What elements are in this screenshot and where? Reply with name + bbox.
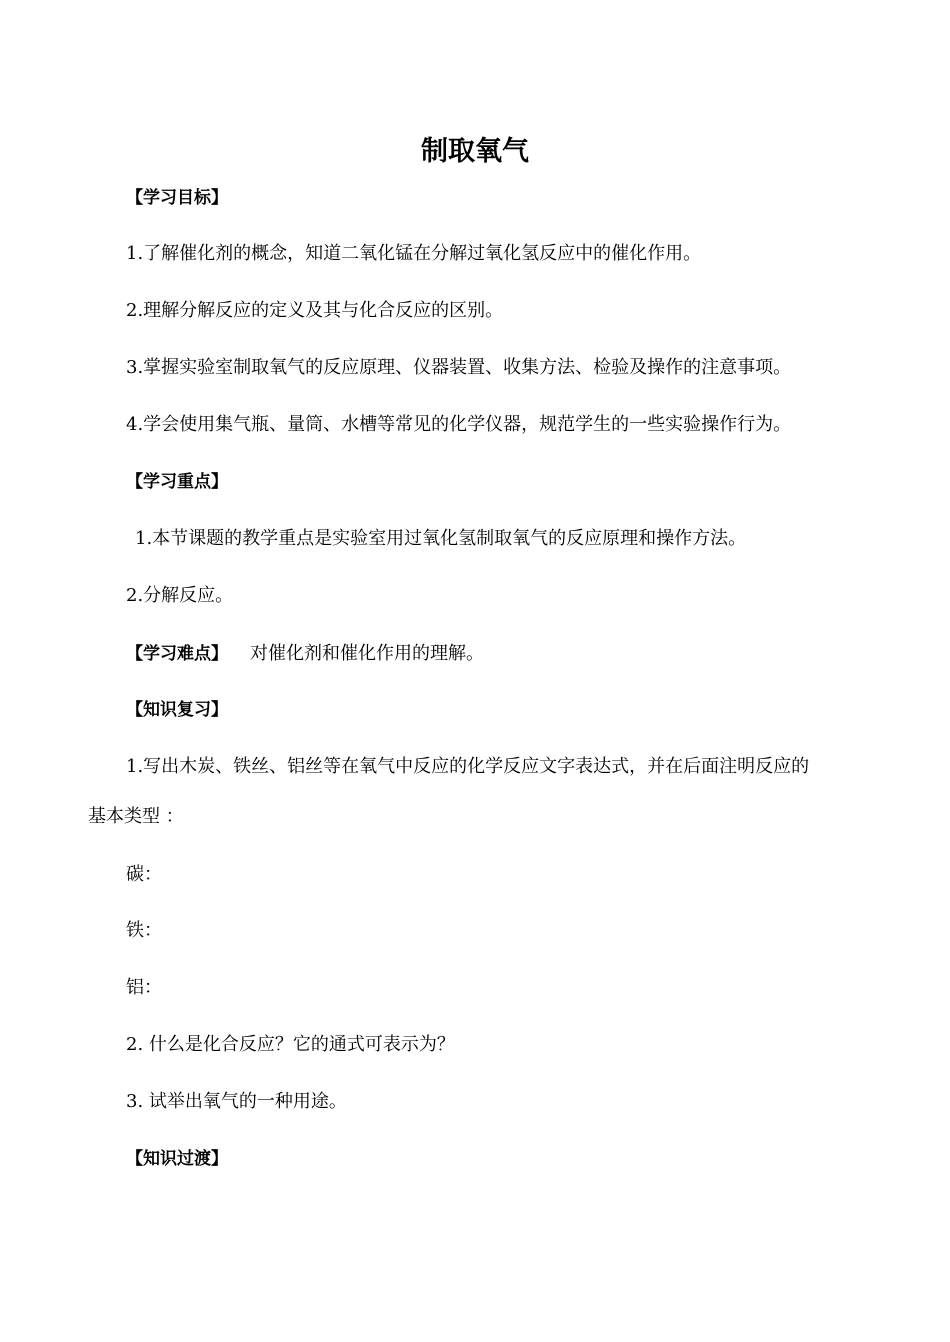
section-heading-difficulty: 【学习难点】 [126,644,228,664]
section-heading-goals: 【学习目标】 [126,188,228,208]
section-heading-transition: 【知识过渡】 [126,1149,228,1169]
section-heading-key-points: 【学习重点】 [126,472,228,492]
document-title: 制取氧气 [421,136,529,167]
difficulty-row [126,641,484,667]
answer-label-aluminum: 铝： [126,977,162,998]
difficulty-text: 对催化剂和催化作用的理解。 [250,643,484,664]
answer-label-iron: 铁： [126,920,162,941]
section-heading-review: 【知识复习】 [126,700,228,720]
key-point-item-1: 1.本节课题的教学重点是实验室用过氧化氢制取氧气的反应原理和操作方法。 [135,528,747,549]
review-question-3: 3. 试举出氧气的一种用途。 [126,1091,347,1112]
review-question-1-line-1: 1.写出木炭、铁丝、铝丝等在氧气中反应的化学反应文字表达式，并在后面注明反应的 [126,756,810,777]
key-point-item-2: 2.分解反应。 [126,585,234,606]
goal-item-1: 1.了解催化剂的概念，知道二氧化锰在分解过氧化氢反应中的催化作用。 [126,243,702,264]
goal-item-3: 3.掌握实验室制取氧气的反应原理、仪器装置、收集方法、检验及操作的注意事项。 [126,357,792,378]
goal-item-2: 2.理解分解反应的定义及其与化合反应的区别。 [126,300,504,321]
review-question-1-line-2: 基本类型 ： [88,806,184,827]
answer-label-carbon: 碳： [126,864,162,885]
review-question-2: 2. 什么是化合反应？它的通式可表示为？ [126,1034,455,1055]
goal-item-4: 4.学会使用集气瓶、量筒、水槽等常见的化学仪器，规范学生的一些实验操作行为。 [126,414,792,435]
